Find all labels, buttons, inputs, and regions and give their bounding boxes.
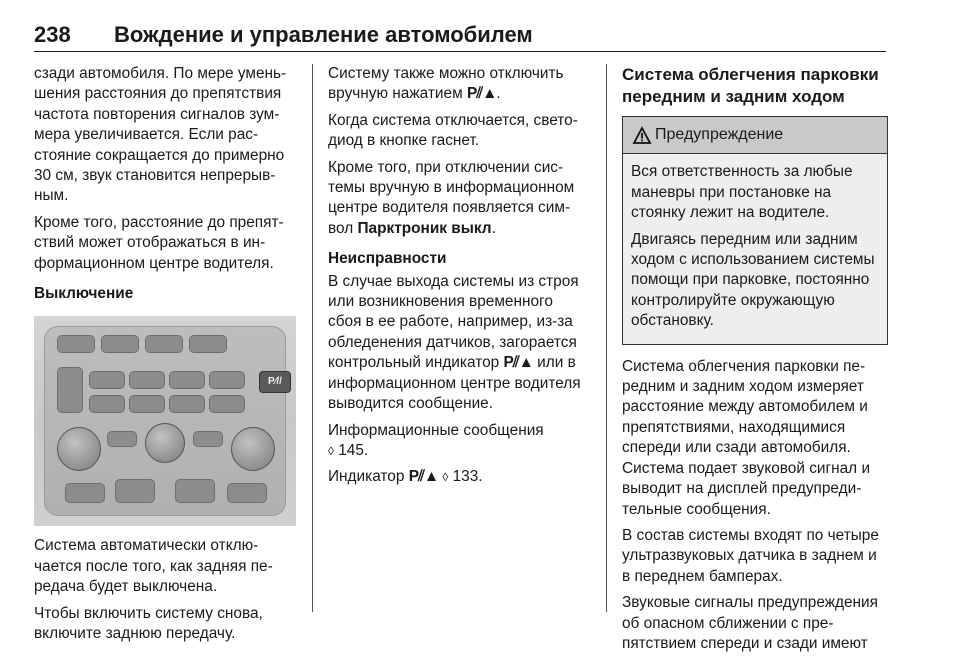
paragraph: Кроме того, расстояние до препятствий может отображаться в информационном центре водителя. xyxy=(34,213,284,272)
paragraph xyxy=(328,421,590,462)
paragraph xyxy=(328,158,590,240)
paragraph: Чтобы включить систему снова, включите заднюю передачу. xyxy=(34,604,263,643)
text: Систему также можно отключить вручную нажатием xyxy=(328,65,564,103)
text: или в информационном центре водителя выводится сообщение. xyxy=(328,354,581,413)
park-assist-button: P⁄// xyxy=(259,371,291,393)
column-right xyxy=(622,64,888,660)
control-panel xyxy=(44,326,286,516)
paragraph: Система облегчения парковки передним и задним ходом измеряет расстояние между автомобилем и препятствиями, находящимися спереди или сзади автомобиля. Система подает звуковой сигнал и выводит на дисплей предупредительные сообщения. xyxy=(622,357,871,518)
text: . xyxy=(496,85,501,103)
panel-button xyxy=(115,479,155,503)
paragraph: Вся ответственность за любые маневры при постановке на стоянку лежит на водителе. xyxy=(631,163,853,222)
column-divider xyxy=(312,64,313,612)
warning-header xyxy=(623,117,887,154)
column-middle xyxy=(328,64,590,494)
panel-button xyxy=(129,395,165,413)
panel-button xyxy=(209,395,245,413)
panel-button xyxy=(227,483,267,503)
paragraph: Когда система отключается, светодиод в кнопке гаснет. xyxy=(328,111,578,150)
subheading-faults: Неисправности xyxy=(328,250,447,268)
text: Индикатор xyxy=(328,468,409,486)
panel-button xyxy=(89,395,125,413)
panel-button xyxy=(145,335,183,353)
section-heading: Система облегчения парковки передним и задним ходом xyxy=(622,65,879,106)
panel-button xyxy=(169,395,205,413)
page-ref-icon: ◊ xyxy=(442,470,449,485)
paragraph: сзади автомобиля. По мере уменьшения расстояния до препятствия частота повторения сигналов зуммера увеличивается. Если расстояние сокращается до примерно 30 см, звук становится непрерывным. xyxy=(34,65,287,205)
column-divider xyxy=(606,64,607,612)
panel-button xyxy=(65,483,105,503)
paragraph: В состав системы входят по четыре ультразвуковых датчика в заднем и в переднем бамперах. xyxy=(622,526,879,585)
text: 145. xyxy=(333,441,369,459)
bold-text: Парктроник выкл xyxy=(357,219,492,237)
paragraph xyxy=(328,272,590,415)
panel-button xyxy=(189,335,227,353)
warning-body xyxy=(623,154,887,343)
panel-button xyxy=(57,367,83,413)
panel-button xyxy=(89,371,125,389)
text: . xyxy=(491,219,496,237)
panel-button xyxy=(175,479,215,503)
page-header xyxy=(34,24,886,52)
paragraph: Двигаясь передним или задним ходом с использованием системы помощи при парковке, постоянно контролируйте окружающую обстановку. xyxy=(631,230,875,330)
park-assist-icon: P⫽▲ xyxy=(408,468,439,486)
center-console-photo xyxy=(34,316,296,526)
page-title: Вождение и управление автомобилем xyxy=(114,22,533,47)
text: Информационные сообщения xyxy=(328,421,544,439)
panel-button xyxy=(193,431,223,447)
panel-button xyxy=(169,371,205,389)
climate-knob xyxy=(57,427,101,471)
page-ref-icon: ◊ xyxy=(328,443,334,458)
panel-button xyxy=(129,371,165,389)
text: Кроме того, при отключении системы вручную в информационном центре водителя появляется символ xyxy=(328,158,575,237)
park-assist-icon: P⫽▲ xyxy=(466,85,497,103)
climate-knob xyxy=(231,427,275,471)
panel-button xyxy=(209,371,245,389)
column-left xyxy=(34,64,296,651)
park-assist-icon: P⫽▲ xyxy=(503,354,533,372)
warning-box xyxy=(622,116,888,345)
paragraph: Система автоматически отключается после того, как задняя передача будет выключена. xyxy=(34,537,273,596)
paragraph xyxy=(328,64,590,105)
panel-button xyxy=(57,335,95,353)
page-number: 238 xyxy=(34,22,71,47)
panel-button xyxy=(101,335,139,353)
warning-title: Предупреждение xyxy=(655,126,784,143)
climate-knob xyxy=(145,423,185,463)
warning-triangle-icon xyxy=(633,127,651,144)
paragraph xyxy=(328,467,590,487)
paragraph: Звуковые сигналы предупреждения об опасном сближении с препятствием спереди и сзади имеют xyxy=(622,594,878,652)
subheading-off: Выключение xyxy=(34,285,134,303)
text: 133. xyxy=(448,468,483,486)
panel-button xyxy=(107,431,137,447)
text: В случае выхода системы из строя или возникновения временного сбоя в ее работе, например, из-за обледенения датчиков, загорается контрольный индикатор xyxy=(328,272,579,372)
